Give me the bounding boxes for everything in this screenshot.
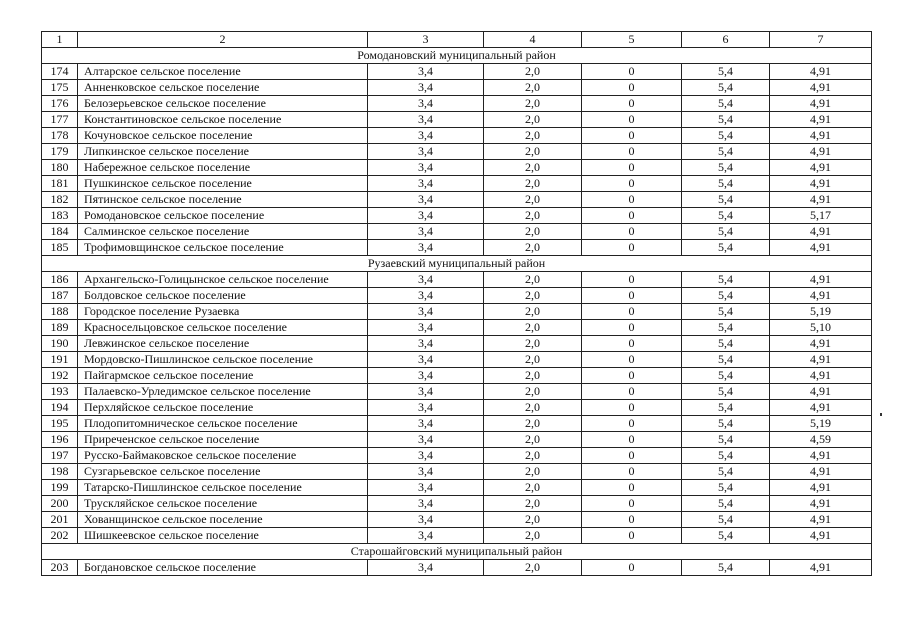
settlement-name: Русско-Баймаковское сельское поселение [78, 448, 368, 464]
settlement-name: Ромодановское сельское поселение [78, 208, 368, 224]
value-col-3: 3,4 [368, 352, 484, 368]
table-body [42, 48, 872, 576]
value-col-7: 4,91 [770, 192, 872, 208]
value-col-7: 4,91 [770, 560, 872, 576]
table-row [42, 128, 872, 144]
value-col-5: 0 [582, 208, 682, 224]
value-col-5: 0 [582, 144, 682, 160]
table-row [42, 352, 872, 368]
value-col-4: 2,0 [484, 448, 582, 464]
column-number-header: 3 [368, 32, 484, 48]
value-col-4: 2,0 [484, 320, 582, 336]
value-col-4: 2,0 [484, 144, 582, 160]
value-col-4: 2,0 [484, 192, 582, 208]
row-number: 180 [42, 160, 78, 176]
header-row [42, 32, 872, 48]
value-col-6: 5,4 [682, 80, 770, 96]
row-number: 190 [42, 336, 78, 352]
table-row [42, 240, 872, 256]
value-col-6: 5,4 [682, 112, 770, 128]
settlement-name: Красносельцовское сельское поселение [78, 320, 368, 336]
value-col-7: 4,91 [770, 240, 872, 256]
value-col-4: 2,0 [484, 352, 582, 368]
value-col-4: 2,0 [484, 272, 582, 288]
table-row [42, 208, 872, 224]
value-col-6: 5,4 [682, 560, 770, 576]
value-col-3: 3,4 [368, 240, 484, 256]
value-col-7: 5,10 [770, 320, 872, 336]
row-number: 176 [42, 96, 78, 112]
table-row [42, 192, 872, 208]
row-number: 203 [42, 560, 78, 576]
table-row [42, 224, 872, 240]
value-col-4: 2,0 [484, 400, 582, 416]
value-col-7: 5,19 [770, 416, 872, 432]
value-col-3: 3,4 [368, 480, 484, 496]
value-col-5: 0 [582, 496, 682, 512]
settlement-name: Пятинское сельское поселение [78, 192, 368, 208]
value-col-3: 3,4 [368, 384, 484, 400]
column-number-header: 4 [484, 32, 582, 48]
value-col-5: 0 [582, 432, 682, 448]
row-number: 198 [42, 464, 78, 480]
value-col-5: 0 [582, 320, 682, 336]
value-col-7: 4,91 [770, 112, 872, 128]
settlement-name: Левжинское сельское поселение [78, 336, 368, 352]
value-col-4: 2,0 [484, 464, 582, 480]
value-col-3: 3,4 [368, 528, 484, 544]
value-col-3: 3,4 [368, 112, 484, 128]
settlement-name: Пайгармское сельское поселение [78, 368, 368, 384]
value-col-6: 5,4 [682, 288, 770, 304]
table-row [42, 64, 872, 80]
value-col-5: 0 [582, 64, 682, 80]
row-number: 202 [42, 528, 78, 544]
value-col-7: 4,91 [770, 336, 872, 352]
value-col-6: 5,4 [682, 384, 770, 400]
settlement-name: Плодопитомническое сельское поселение [78, 416, 368, 432]
table-row [42, 176, 872, 192]
table-row [42, 448, 872, 464]
value-col-4: 2,0 [484, 128, 582, 144]
value-col-6: 5,4 [682, 64, 770, 80]
value-col-5: 0 [582, 96, 682, 112]
settlement-name: Кочуновское сельское поселение [78, 128, 368, 144]
value-col-3: 3,4 [368, 288, 484, 304]
value-col-6: 5,4 [682, 320, 770, 336]
settlement-name: Алтарское сельское поселение [78, 64, 368, 80]
value-col-3: 3,4 [368, 272, 484, 288]
value-col-4: 2,0 [484, 304, 582, 320]
table-row [42, 416, 872, 432]
row-number: 195 [42, 416, 78, 432]
value-col-6: 5,4 [682, 432, 770, 448]
value-col-4: 2,0 [484, 64, 582, 80]
value-col-7: 5,17 [770, 208, 872, 224]
row-number: 192 [42, 368, 78, 384]
row-number: 199 [42, 480, 78, 496]
value-col-4: 2,0 [484, 496, 582, 512]
value-col-7: 4,59 [770, 432, 872, 448]
value-col-6: 5,4 [682, 144, 770, 160]
value-col-5: 0 [582, 464, 682, 480]
settlement-name: Сузгарьевское сельское поселение [78, 464, 368, 480]
row-number: 197 [42, 448, 78, 464]
row-number: 177 [42, 112, 78, 128]
value-col-3: 3,4 [368, 416, 484, 432]
settlement-name: Набережное сельское поселение [78, 160, 368, 176]
value-col-3: 3,4 [368, 448, 484, 464]
settlement-name: Шишкеевское сельское поселение [78, 528, 368, 544]
value-col-6: 5,4 [682, 512, 770, 528]
table-row [42, 96, 872, 112]
row-number: 194 [42, 400, 78, 416]
table-row [42, 400, 872, 416]
value-col-5: 0 [582, 368, 682, 384]
value-col-5: 0 [582, 224, 682, 240]
value-col-3: 3,4 [368, 80, 484, 96]
value-col-6: 5,4 [682, 240, 770, 256]
value-col-5: 0 [582, 384, 682, 400]
value-col-6: 5,4 [682, 304, 770, 320]
settlement-name: Константиновское сельское поселение [78, 112, 368, 128]
value-col-7: 4,91 [770, 400, 872, 416]
value-col-6: 5,4 [682, 400, 770, 416]
value-col-7: 4,91 [770, 160, 872, 176]
section-title: Рузаевский муниципальный район [42, 256, 872, 272]
value-col-5: 0 [582, 512, 682, 528]
value-col-7: 4,91 [770, 480, 872, 496]
table-row [42, 304, 872, 320]
value-col-3: 3,4 [368, 176, 484, 192]
section-row [42, 544, 872, 560]
value-col-6: 5,4 [682, 128, 770, 144]
column-number-header: 1 [42, 32, 78, 48]
column-number-header: 6 [682, 32, 770, 48]
value-col-6: 5,4 [682, 336, 770, 352]
value-col-5: 0 [582, 560, 682, 576]
value-col-6: 5,4 [682, 224, 770, 240]
value-col-3: 3,4 [368, 304, 484, 320]
value-col-5: 0 [582, 352, 682, 368]
value-col-5: 0 [582, 128, 682, 144]
value-col-5: 0 [582, 448, 682, 464]
value-col-7: 4,91 [770, 272, 872, 288]
value-col-3: 3,4 [368, 64, 484, 80]
value-col-5: 0 [582, 304, 682, 320]
value-col-7: 4,91 [770, 368, 872, 384]
scan-speck [880, 413, 882, 416]
value-col-7: 4,91 [770, 448, 872, 464]
table-row [42, 368, 872, 384]
value-col-3: 3,4 [368, 336, 484, 352]
value-col-4: 2,0 [484, 80, 582, 96]
table-row [42, 80, 872, 96]
row-number: 183 [42, 208, 78, 224]
value-col-6: 5,4 [682, 96, 770, 112]
value-col-3: 3,4 [368, 96, 484, 112]
settlement-name: Хованщинское сельское поселение [78, 512, 368, 528]
value-col-4: 2,0 [484, 560, 582, 576]
table-row [42, 112, 872, 128]
table-row [42, 320, 872, 336]
settlement-name: Приреченское сельское поселение [78, 432, 368, 448]
value-col-4: 2,0 [484, 480, 582, 496]
value-col-4: 2,0 [484, 176, 582, 192]
row-number: 182 [42, 192, 78, 208]
column-number-header: 7 [770, 32, 872, 48]
row-number: 181 [42, 176, 78, 192]
settlement-name: Трофимовщинское сельское поселение [78, 240, 368, 256]
value-col-6: 5,4 [682, 464, 770, 480]
value-col-4: 2,0 [484, 288, 582, 304]
row-number: 178 [42, 128, 78, 144]
value-col-6: 5,4 [682, 272, 770, 288]
table-row [42, 144, 872, 160]
value-col-5: 0 [582, 480, 682, 496]
value-col-7: 4,91 [770, 128, 872, 144]
row-number: 186 [42, 272, 78, 288]
value-col-5: 0 [582, 112, 682, 128]
value-col-6: 5,4 [682, 176, 770, 192]
value-col-7: 4,91 [770, 96, 872, 112]
value-col-3: 3,4 [368, 368, 484, 384]
value-col-4: 2,0 [484, 224, 582, 240]
value-col-7: 4,91 [770, 496, 872, 512]
table-row [42, 160, 872, 176]
value-col-3: 3,4 [368, 496, 484, 512]
value-col-5: 0 [582, 288, 682, 304]
row-number: 201 [42, 512, 78, 528]
value-col-4: 2,0 [484, 240, 582, 256]
value-col-7: 4,91 [770, 384, 872, 400]
value-col-6: 5,4 [682, 368, 770, 384]
value-col-3: 3,4 [368, 224, 484, 240]
value-col-7: 4,91 [770, 224, 872, 240]
value-col-4: 2,0 [484, 96, 582, 112]
value-col-6: 5,4 [682, 448, 770, 464]
value-col-5: 0 [582, 416, 682, 432]
settlement-name: Белозерьевское сельское поселение [78, 96, 368, 112]
value-col-6: 5,4 [682, 208, 770, 224]
value-col-5: 0 [582, 528, 682, 544]
value-col-3: 3,4 [368, 512, 484, 528]
value-col-3: 3,4 [368, 128, 484, 144]
value-col-7: 4,91 [770, 176, 872, 192]
value-col-7: 4,91 [770, 64, 872, 80]
row-number: 184 [42, 224, 78, 240]
value-col-7: 4,91 [770, 464, 872, 480]
value-col-5: 0 [582, 272, 682, 288]
value-col-4: 2,0 [484, 384, 582, 400]
value-col-4: 2,0 [484, 336, 582, 352]
value-col-5: 0 [582, 400, 682, 416]
value-col-7: 4,91 [770, 352, 872, 368]
row-number: 185 [42, 240, 78, 256]
value-col-7: 4,91 [770, 288, 872, 304]
value-col-3: 3,4 [368, 320, 484, 336]
settlement-name: Перхляйское сельское поселение [78, 400, 368, 416]
value-col-5: 0 [582, 192, 682, 208]
value-col-4: 2,0 [484, 112, 582, 128]
column-number-header: 2 [78, 32, 368, 48]
table-row [42, 512, 872, 528]
value-col-6: 5,4 [682, 528, 770, 544]
value-col-3: 3,4 [368, 192, 484, 208]
row-number: 200 [42, 496, 78, 512]
value-col-3: 3,4 [368, 144, 484, 160]
table-row [42, 288, 872, 304]
section-row [42, 48, 872, 64]
settlement-name: Городское поселение Рузаевка [78, 304, 368, 320]
table-row [42, 496, 872, 512]
value-col-3: 3,4 [368, 464, 484, 480]
settlement-name: Болдовское сельское поселение [78, 288, 368, 304]
row-number: 191 [42, 352, 78, 368]
row-number: 179 [42, 144, 78, 160]
table-row [42, 384, 872, 400]
value-col-5: 0 [582, 336, 682, 352]
table-row [42, 528, 872, 544]
settlement-name: Салминское сельское поселение [78, 224, 368, 240]
settlement-name: Богдановское сельское поселение [78, 560, 368, 576]
column-number-header: 5 [582, 32, 682, 48]
value-col-7: 4,91 [770, 512, 872, 528]
row-number: 187 [42, 288, 78, 304]
section-row [42, 256, 872, 272]
value-col-4: 2,0 [484, 512, 582, 528]
value-col-4: 2,0 [484, 528, 582, 544]
value-col-5: 0 [582, 160, 682, 176]
value-col-6: 5,4 [682, 480, 770, 496]
value-col-5: 0 [582, 80, 682, 96]
table-row [42, 432, 872, 448]
value-col-7: 4,91 [770, 528, 872, 544]
value-col-6: 5,4 [682, 416, 770, 432]
section-title: Ромодановский муниципальный район [42, 48, 872, 64]
settlement-name: Анненковское сельское поселение [78, 80, 368, 96]
value-col-4: 2,0 [484, 208, 582, 224]
value-col-7: 4,91 [770, 80, 872, 96]
row-number: 175 [42, 80, 78, 96]
table-row [42, 272, 872, 288]
table-row [42, 336, 872, 352]
value-col-3: 3,4 [368, 160, 484, 176]
section-title: Старошайговский муниципальный район [42, 544, 872, 560]
value-col-4: 2,0 [484, 416, 582, 432]
value-col-7: 4,91 [770, 144, 872, 160]
settlement-name: Татарско-Пишлинское сельское поселение [78, 480, 368, 496]
value-col-7: 5,19 [770, 304, 872, 320]
settlement-name: Липкинское сельское поселение [78, 144, 368, 160]
value-col-6: 5,4 [682, 160, 770, 176]
settlement-name: Трускляйское сельское поселение [78, 496, 368, 512]
value-col-6: 5,4 [682, 496, 770, 512]
settlement-name: Мордовско-Пишлинское сельское поселение [78, 352, 368, 368]
value-col-4: 2,0 [484, 432, 582, 448]
settlement-name: Архангельско-Голицынское сельское поселение [78, 272, 368, 288]
settlement-name: Пушкинское сельское поселение [78, 176, 368, 192]
table-row [42, 480, 872, 496]
rates-table [41, 31, 872, 576]
table-row [42, 464, 872, 480]
row-number: 196 [42, 432, 78, 448]
row-number: 174 [42, 64, 78, 80]
value-col-5: 0 [582, 240, 682, 256]
value-col-6: 5,4 [682, 352, 770, 368]
value-col-4: 2,0 [484, 368, 582, 384]
value-col-3: 3,4 [368, 432, 484, 448]
settlement-name: Палаевско-Урледимское сельское поселение [78, 384, 368, 400]
value-col-5: 0 [582, 176, 682, 192]
row-number: 189 [42, 320, 78, 336]
value-col-4: 2,0 [484, 160, 582, 176]
value-col-3: 3,4 [368, 400, 484, 416]
row-number: 188 [42, 304, 78, 320]
table-row [42, 560, 872, 576]
value-col-6: 5,4 [682, 192, 770, 208]
row-number: 193 [42, 384, 78, 400]
value-col-3: 3,4 [368, 208, 484, 224]
value-col-3: 3,4 [368, 560, 484, 576]
